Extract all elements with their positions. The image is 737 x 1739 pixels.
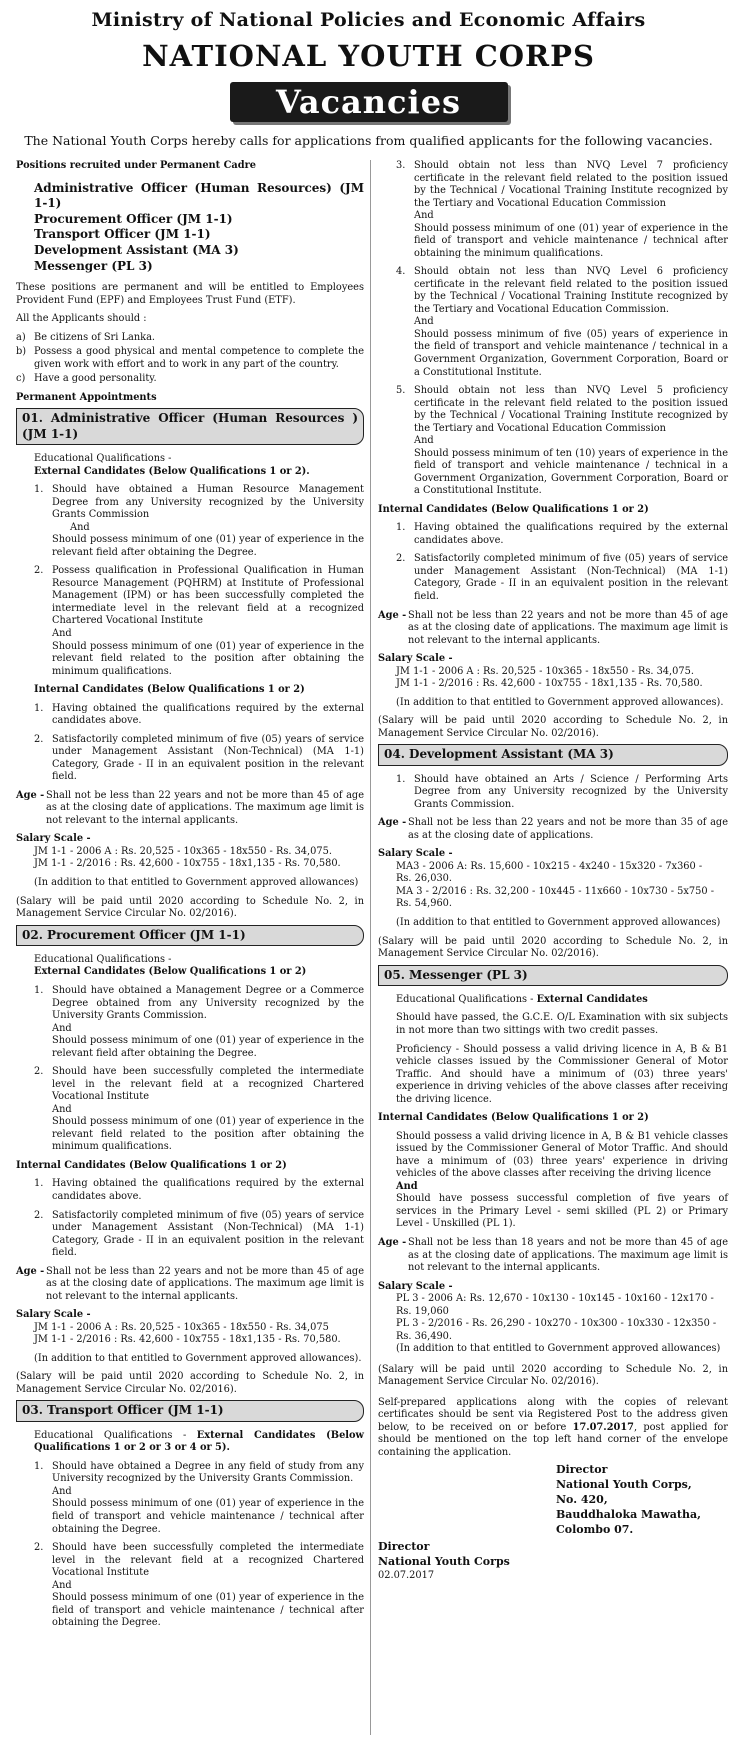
qualification-item: 1. Should have obtained an Arts / Science / Performing Arts Degree from any University recognized by the University Grants Commission.: [396, 773, 728, 810]
right-column: [378, 160, 728, 1583]
messenger-paragraph: Should possess a valid driving licence in A, B & B1 vehicle classes issued by the Commissioner General of Motor Traffic. And should have a minimum of (03) three years' experience in driving vehicles of the above classes after receiving the driving licence: [396, 1130, 728, 1180]
salary-label: Salary Scale -: [16, 833, 91, 845]
salary-line: Rs. 26,030.: [396, 873, 453, 885]
messenger-paragraph: Should have passed, the G.C.E. O/L Examination with six subjects in not more than two sittings with two credit passes.: [396, 1012, 728, 1036]
salary-paid-note: (Salary will be paid until 2020 according to Schedule No. 2, in Management Service Circular No. 02/2016).: [16, 895, 364, 920]
ministry-title: Ministry of National Policies and Economic Affairs: [91, 9, 646, 31]
salary-paid-note: (Salary will be paid until 2020 according to Schedule No. 2, in Management Service Circular No. 02/2016).: [378, 935, 728, 960]
section-heading-development-assistant: 04. Development Assistant (MA 3): [378, 744, 728, 765]
salary-line: Rs. 36,490.: [396, 1330, 453, 1342]
requirement-item: c) Have a good personality.: [16, 373, 157, 385]
age-row: Age - Shall not be less than 22 years and not be more than 45 of age as at the closing date of applications. The maximum age limit is not relevant to the internal applicants.: [16, 789, 364, 826]
allowance-note: (In addition to that entitled to Government approved allowances): [396, 1343, 721, 1355]
vacancies-label: Vacancies: [230, 82, 508, 122]
positions-list: [34, 181, 364, 275]
salary-line: Rs. 54,960.: [396, 898, 453, 910]
permanent-appointments: Permanent Appointments: [16, 391, 157, 403]
internal-candidates: Internal Candidates (Below Qualifications 1 or 2): [378, 1112, 649, 1124]
internal-item: 1. Having obtained the qualifications required by the external candidates above.: [34, 1178, 364, 1202]
age-row: Age - Shall not be less than 22 years and not be more than 35 of age as at the closing date of applications.: [378, 817, 728, 841]
column-divider: [370, 160, 371, 1735]
internal-item: 2. Satisfactorily completed minimum of five (05) years of service under Management Assistant (Non-Technical) (MA 1-1) Category, Grade - II in an equivalent position in the relevant field.: [396, 553, 728, 602]
qualification-item: 2. Should have been successfully completed the intermediate level in the relevant field at a recognized Chartered Vocational Institute And Should possess minimum of one (01) year of experience in the relevant field related to the position after obtaining the minimum qualifications.: [34, 1066, 364, 1153]
age-row: Age - Shall not be less than 22 years and not be more than 45 of age as at the closing date of applications. The maximum age limit is not relevant to the internal applicants.: [16, 1265, 364, 1302]
internal-item: 2. Satisfactorily completed minimum of five (05) years of service under Management Assistant (Non-Technical) (MA 1-1) Category, Grade - II in an equivalent position in the relevant field.: [34, 1209, 364, 1259]
section-heading-procurement-officer: 02. Procurement Officer (JM 1-1): [16, 925, 364, 946]
allowance-note: (In addition to that entitled to Government approved allowances).: [396, 696, 724, 708]
age-row: Age - Shall not be less than 22 years and not be more than 45 of age as at the closing date of applications. The maximum age limit is not relevant to the internal applicants.: [378, 609, 728, 646]
qualification-item: 5. Should obtain not less than NVQ Level 5 proficiency certificate in the relevant field related to the position issued by the Technical / Vocational Training Institute recognized by the Tertiary and Vocational Education Commission And Should possess minimum of ten (10) years of experience in the field of transport and vehicle maintenance / technical in a Government Organization, Government Corporation, Board or a Constitutional Institute.: [396, 385, 728, 497]
salary-line: JM 1-1 - 2/2016 : Rs. 42,600 - 10x755 - 18x1,135 - Rs. 70,580.: [34, 858, 341, 870]
requirement-item: b) Possess a good physical and mental competence to complete the given work with effort and to work in any part of the country.: [16, 346, 364, 370]
positions-heading: Positions recruited under Permanent Cadre: [16, 160, 257, 171]
signature-block: Director National Youth Corps 02.07.2017: [378, 1540, 728, 1583]
external-candidates: External Candidates (Below Qualifications 1 or 2).: [34, 465, 310, 477]
position-item: Procurement Officer (JM 1-1): [34, 211, 233, 226]
internal-item: 1. Having obtained the qualifications required by the external candidates above.: [396, 522, 728, 546]
messenger-paragraph: Should have possess successful completion of five years of services in the Primary Level - semi skilled (PL 2) or Primary Level - Unskilled (PL 1).: [396, 1193, 728, 1230]
qualification-item: 2. Possess qualification in Professional Qualification in Human Resource Management (PQHRM) at Institute of Professional Management (IPM) or has been successfully completed the intermediate level in the relevant field at a recognized Chartered Vocational Institute And Should possess minimum of one (01) year of experience in the relevant field related to the position after obtaining the minimum qualifications.: [34, 565, 364, 677]
position-item: Messenger (PL 3): [34, 258, 153, 273]
closing-date: 17.07.2017: [572, 1421, 634, 1433]
allowance-note: (In addition to that entitled to Government approved allowances).: [34, 1352, 362, 1364]
salary-paid-note: (Salary will be paid until 2020 according to Schedule No. 2, in Management Service Circular No. 02/2016).: [378, 715, 728, 739]
salary-line: Rs. 19,060: [396, 1305, 449, 1317]
salary-line: PL 3 - 2006 A: Rs. 12,670 - 10x130 - 10x145 - 10x160 - 12x170 -: [396, 1293, 714, 1305]
salary-line: JM 1-1 - 2006 A : Rs. 20,525 - 10x365 - 18x550 - Rs. 34,075.: [34, 845, 332, 857]
salary-label: Salary Scale -: [16, 1309, 91, 1321]
section-heading-admin-officer: 01. Administrative Officer (Human Resources ) (JM 1-1): [16, 408, 364, 445]
internal-item: 2. Satisfactorily completed minimum of five (05) years of service under Management Assistant (Non-Technical) (MA 1-1) Category, Grade - II in an equivalent position in the relevant field.: [34, 733, 364, 783]
edu-label: Educational Qualifications -: [34, 953, 172, 965]
salary-line: JM 1-1 - 2/2016 : Rs. 42,600 - 10x755 - 18x1,135 - Rs. 70,580.: [396, 678, 703, 690]
salary-line: MA3 - 2006 A: Rs. 15,600 - 10x215 - 4x240 - 15x320 - 7x360 -: [396, 860, 703, 872]
qualification-item: 1. Should have obtained a Management Degree or a Commerce Degree obtained from any University recognized by the University Grants Commission. And Should possess minimum of one (01) year of experience in the relevant field after obtaining the Degree.: [34, 985, 364, 1059]
section-heading-transport-officer: 03. Transport Officer (JM 1-1): [16, 1400, 364, 1421]
edu-label: Educational Qualifications -: [34, 453, 172, 465]
position-item: Development Assistant (MA 3): [34, 242, 239, 257]
permanent-note: These positions are permanent and will be entitled to Employees Provident Fund (EPF) and Employees Trust Fund (ETF).: [16, 282, 364, 306]
postal-address: Director National Youth Corps, No. 420, Bauddhaloka Mawatha, Colombo 07.: [556, 1463, 701, 1536]
salary-label: Salary Scale -: [378, 848, 453, 860]
salary-line: JM 1-1 - 2006 A : Rs. 20,525 - 10x365 - 18x550 - Rs. 34,075.: [396, 665, 694, 677]
section-heading-messenger: 05. Messenger (PL 3): [378, 965, 728, 986]
salary-line: MA 3 - 2/2016 : Rs. 32,200 - 10x445 - 11x660 - 10x730 - 5x750 -: [396, 885, 715, 897]
edu-label: Educational Qualifications - External Candidates: [396, 993, 648, 1005]
intro-text: The National Youth Corps hereby calls for applications from qualified applicants for the following vacancies.: [24, 133, 713, 148]
salary-label: Salary Scale -: [378, 1280, 453, 1292]
notice-date: 02.07.2017: [378, 1570, 435, 1582]
internal-candidates: Internal Candidates (Below Qualifications 1 or 2): [378, 503, 649, 515]
internal-item: 1. Having obtained the qualifications required by the external candidates above.: [34, 702, 364, 727]
qualification-item: 4. Should obtain not less than NVQ Level 6 proficiency certificate in the relevant field related to the position issued by the Technical / Vocational Training Institute recognized by the Tertiary and Vocational Education Commission. And Should possess minimum of five (05) years of experience in the field of transport and vehicle maintenance / technical in a Government Organization, Government Corporation, Board or a Constitutional Institute.: [396, 266, 728, 378]
external-candidates: External Candidates (Below Qualifications 1 or 2 or 3 or 4 or 5).: [34, 1429, 364, 1454]
left-column: [16, 160, 364, 1636]
vacancies-banner: [0, 82, 737, 122]
allowance-note: (In addition to that entitled to Government approved allowances): [34, 877, 359, 888]
salary-label: Salary Scale -: [378, 653, 453, 665]
qualification-item: 3. Should obtain not less than NVQ Level 7 proficiency certificate in the relevant field related to the position issued by the Technical / Vocational Training Institute recognized by the Tertiary and Vocational Education Commission And Should possess minimum of one (01) year of experience in the field of transport and vehicle maintenance / technical after obtaining the minimum qualifications.: [396, 160, 728, 259]
salary-paid-note: (Salary will be paid until 2020 according to Schedule No. 2, in Management Service Circular No. 02/2016).: [16, 1371, 364, 1395]
age-row: Age - Shall not be less than 18 years and not be more than 45 of age as at the closing date of applications. The maximum age limit is not relevant to the internal applicants.: [378, 1236, 728, 1274]
allowance-note: (In addition to that entitled to Government approved allowances): [396, 916, 721, 928]
qualification-item: 1. Should have obtained a Degree in any field of study from any University recognized by the University Grants Commission. And Should possess minimum of one (01) year of experience in the field of transport and vehicle maintenance / technical after obtaining the Degree.: [34, 1460, 364, 1535]
qualification-item: 2. Should have been successfully completed the intermediate level in the relevant field at a recognized Chartered Vocational Institute And Should possess minimum of one (01) year of experience in the field of transport and vehicle maintenance / technical after obtaining the Degree.: [34, 1542, 364, 1629]
position-item: Administrative Officer (Human Resources) (JM 1-1): [34, 180, 364, 211]
qualification-item: 1. Should have obtained a Human Resource Management Degree from any University recognized by the University Grants Commission And Should possess minimum of one (01) year of experience in the relevant field after obtaining the Degree.: [34, 484, 364, 558]
external-candidates: External Candidates: [536, 993, 648, 1005]
closing-paragraph: Self-prepared applications along with the copies of relevant certificates should be sent via Registered Post to the address given below, to be received on or before 17.07.2017, post applied for should be mentioned on the top left hand corner of the envelope containing the application.: [378, 1396, 728, 1458]
salary-paid-note: (Salary will be paid until 2020 according to Schedule No. 2, in Management Service Circular No. 02/2016).: [378, 1363, 728, 1388]
messenger-paragraph: Proficiency - Should possess a valid driving licence in A, B & B1 vehicle classes issued by the Commissioner General of Motor Traffic. And should have a minimum of (03) three years' experience in driving vehicles of the above classes after receiving the driving licence.: [396, 1043, 728, 1105]
internal-candidates: Internal Candidates (Below Qualifications 1 or 2): [16, 1159, 287, 1171]
position-item: Transport Officer (JM 1-1): [34, 227, 211, 242]
edu-label: Educational Qualifications - External Candidates (Below Qualifications 1 or 2 or 3 or 4 or 5).: [34, 1429, 364, 1454]
salary-line: JM 1-1 - 2/2016 : Rs. 42,600 - 10x755 - 18x1,135 - Rs. 70,580.: [34, 1334, 341, 1346]
salary-line: PL 3 - 2/2016 - Rs. 26,290 - 10x270 - 10x300 - 10x330 - 12x350 -: [396, 1318, 717, 1330]
and-label: And: [396, 1180, 418, 1192]
all-applicants: All the Applicants should :: [16, 313, 147, 325]
external-candidates: External Candidates (Below Qualifications 1 or 2): [34, 966, 307, 978]
internal-candidates: Internal Candidates (Below Qualifications 1 or 2): [34, 684, 305, 696]
corps-title: NATIONAL YOUTH CORPS: [142, 39, 595, 73]
requirement-item: a) Be citizens of Sri Lanka.: [16, 331, 156, 343]
salary-line: JM 1-1 - 2006 A : Rs. 20,525 - 10x365 - 18x550 - Rs. 34,075: [34, 1321, 329, 1333]
